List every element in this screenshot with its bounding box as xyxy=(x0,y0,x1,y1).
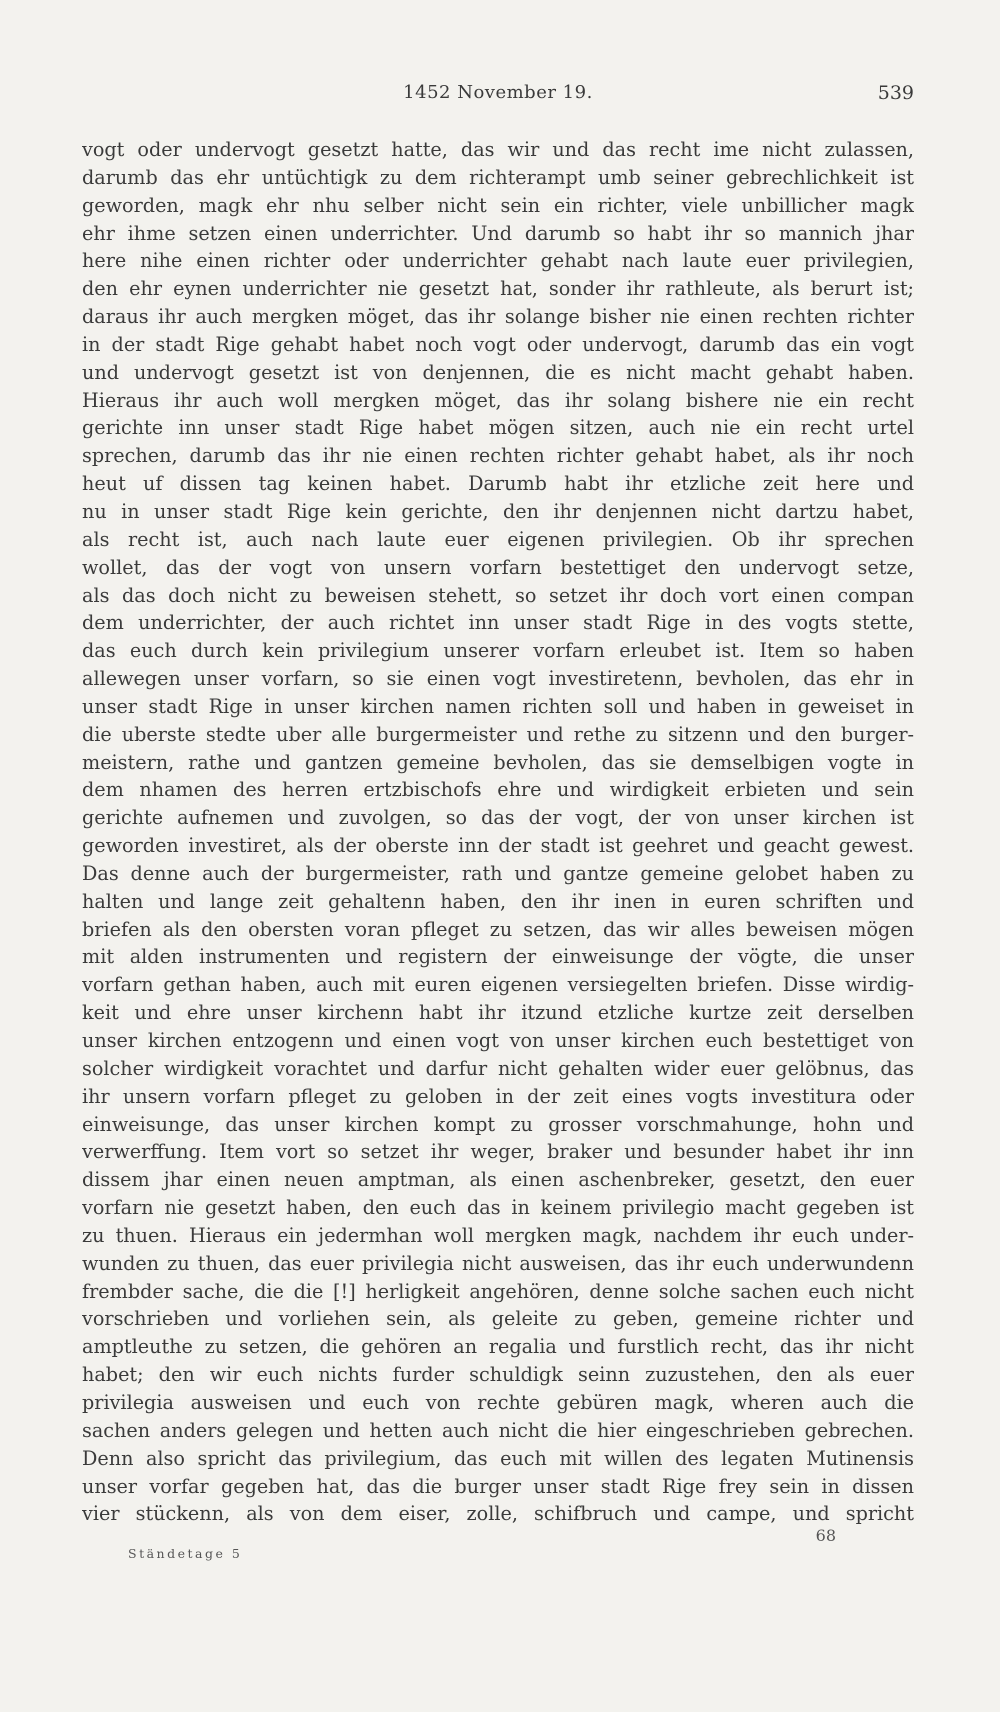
text-line: ihr unsern vorfarn pfleget zu geloben in der zeit eines vogts investitura oder xyxy=(82,1084,914,1108)
text-line: daraus ihr auch mergken möget, das ihr solange bisher nie einen rechten richter xyxy=(82,305,914,329)
text-line: geworden, magk ehr nhu selber nicht sein ein richter, viele unbillicher magk xyxy=(82,193,914,217)
text-line: sachen anders gelegen und hetten auch nicht die hier eingeschrieben gebrechen. xyxy=(82,1418,914,1442)
text-line: ehr ihme setzen einen underrichter. Und darumb so habt ihr so mannich jhar xyxy=(82,221,914,245)
text-line: wunden zu thuen, das euer privilegia nicht ausweisen, das ihr euch underwundenn xyxy=(82,1251,914,1275)
text-line: vier stückenn, als von dem eiser, zolle, schifbruch und campe, und spricht xyxy=(82,1502,914,1526)
text-line: einweisunge, das unser kirchen kompt zu grosser vorschmahunge, hohn und xyxy=(82,1112,914,1136)
page-header xyxy=(82,78,914,110)
page-number: 539 xyxy=(877,82,914,104)
text-line: sprechen, darumb das ihr nie einen rechten richter gehabt habet, als ihr noch xyxy=(82,444,914,468)
printer-mark: Ständetage 5 xyxy=(128,1546,243,1561)
text-line: vorschrieben und vorliehen sein, als geleite zu geben, gemeine richter und xyxy=(82,1307,914,1331)
text-line: mit alden instrumenten und registern der einweisunge der vögte, die unser xyxy=(82,945,914,969)
text-line: wollet, das der vogt von unsern vorfarn bestettiget den undervogt setze, xyxy=(82,555,914,579)
text-line: vorfarn gethan haben, auch mit euren eigenen versiegelten briefen. Disse wirdig- xyxy=(82,973,914,997)
text-line: vorfarn nie gesetzt haben, den euch das in keinem privilegio macht gegeben ist xyxy=(82,1196,914,1220)
text-line: dissem jhar einen neuen amptman, als einen aschenbreker, gesetzt, den euer xyxy=(82,1168,914,1192)
text-line: meistern, rathe und gantzen gemeine bevholen, das sie demselbigen vogte in xyxy=(82,750,914,774)
text-line: briefen als den obersten voran pfleget zu setzen, das wir alles beweisen mögen xyxy=(82,917,914,941)
text-line: Denn also spricht das privilegium, das euch mit willen des legaten Mutinensis xyxy=(82,1446,914,1470)
text-line: unser vorfar gegeben hat, das die burger unser stadt Rige frey sein in dissen xyxy=(82,1474,914,1498)
text-line: als das doch nicht zu beweisen stehett, so setzet ihr doch vort einen compan xyxy=(82,583,914,607)
text-line: unser kirchen entzogenn und einen vogt von unser kirchen euch bestettiget von xyxy=(82,1029,914,1052)
text-line: privilegia ausweisen und euch von rechte gebüren magk, wheren auch die xyxy=(82,1390,914,1414)
text-line: und undervogt gesetzt ist von denjennen, die es nicht macht gehabt haben. xyxy=(82,360,914,384)
text-line: amptleuthe zu setzen, die gehören an regalia und furstlich recht, das ihr nicht xyxy=(82,1335,914,1359)
text-line: keit und ehre unser kirchenn habt ihr itzund etzliche kurtze zeit derselben xyxy=(82,1001,914,1025)
text-line: unser stadt Rige in unser kirchen namen richten soll und haben in geweiset in xyxy=(82,694,914,718)
text-line: here nihe einen richter oder underrichter gehabt nach laute euer privilegien, xyxy=(82,249,914,273)
text-line: zu thuen. Hieraus ein jedermhan woll mergken magk, nachdem ihr euch under- xyxy=(82,1223,914,1247)
text-line: frembder sache, die die [!] herligkeit angehören, denne solche sachen euch nicht xyxy=(82,1279,914,1303)
text-line: nu in unser stadt Rige kein gerichte, den ihr denjennen nicht dartzu habet, xyxy=(82,499,914,523)
body-text xyxy=(82,136,914,1528)
text-line: die uberste stedte uber alle burgermeister und rethe zu sitzenn und den burger- xyxy=(82,722,914,746)
text-line: darumb das ehr untüchtigk zu dem richterampt umb seiner gebrechlichkeit ist xyxy=(82,165,914,189)
running-head: 1452 November 19. xyxy=(403,82,593,103)
text-line: in der stadt Rige gehabt habet noch vogt oder undervogt, darumb das ein vogt xyxy=(82,332,914,356)
text-line: verwerffung. Item vort so setzet ihr weger, braker und besunder habet ihr inn xyxy=(82,1140,914,1164)
text-line: habet; den wir euch nichts furder schuldigk seinn zuzustehen, den als euer xyxy=(82,1363,914,1387)
text-line: gerichte aufnemen und zuvolgen, so das der vogt, der von unser kirchen ist xyxy=(82,806,914,830)
text-line: geworden investiret, als der oberste inn der stadt ist geehret und geacht gewest. xyxy=(82,834,914,858)
text-line: den ehr eynen underrichter nie gesetzt hat, sonder ihr rathleute, als berurt ist; xyxy=(82,277,914,301)
text-line: allewegen unser vorfarn, so sie einen vogt investiretenn, bevholen, das ehr in xyxy=(82,667,914,691)
text-line: dem nhamen des herren ertzbischofs ehre und wirdigkeit erbieten und sein xyxy=(82,778,914,802)
text-line: gerichte inn unser stadt Rige habet mögen sitzen, auch nie ein recht urtel xyxy=(82,416,914,440)
text-line: das euch durch kein privilegium unserer vorfarn erleubet ist. Item so haben xyxy=(82,639,914,663)
text-line: vogt oder undervogt gesetzt hatte, das wir und das recht ime nicht zulassen, xyxy=(82,138,914,161)
signature-number: 68 xyxy=(815,1526,836,1545)
text-line: als recht ist, auch nach laute euer eigenen privilegien. Ob ihr sprechen xyxy=(82,527,914,551)
text-line: dem underrichter, der auch richtet inn unser stadt Rige in des vogts stette, xyxy=(82,611,914,635)
text-line: halten und lange zeit gehaltenn haben, den ihr inen in euren schriften und xyxy=(82,889,914,913)
text-line: solcher wirdigkeit vorachtet und darfur nicht gehalten wider euer gelöbnus, das xyxy=(82,1056,914,1080)
page-footer xyxy=(82,1526,914,1586)
text-line: Das denne auch der burgermeister, rath und gantze gemeine gelobet haben zu xyxy=(82,861,914,885)
text-line: Hieraus ihr auch woll mergken möget, das ihr solang bishere nie ein recht xyxy=(82,388,914,412)
text-line: heut uf dissen tag keinen habet. Darumb habt ihr etzliche zeit here und xyxy=(82,472,914,496)
